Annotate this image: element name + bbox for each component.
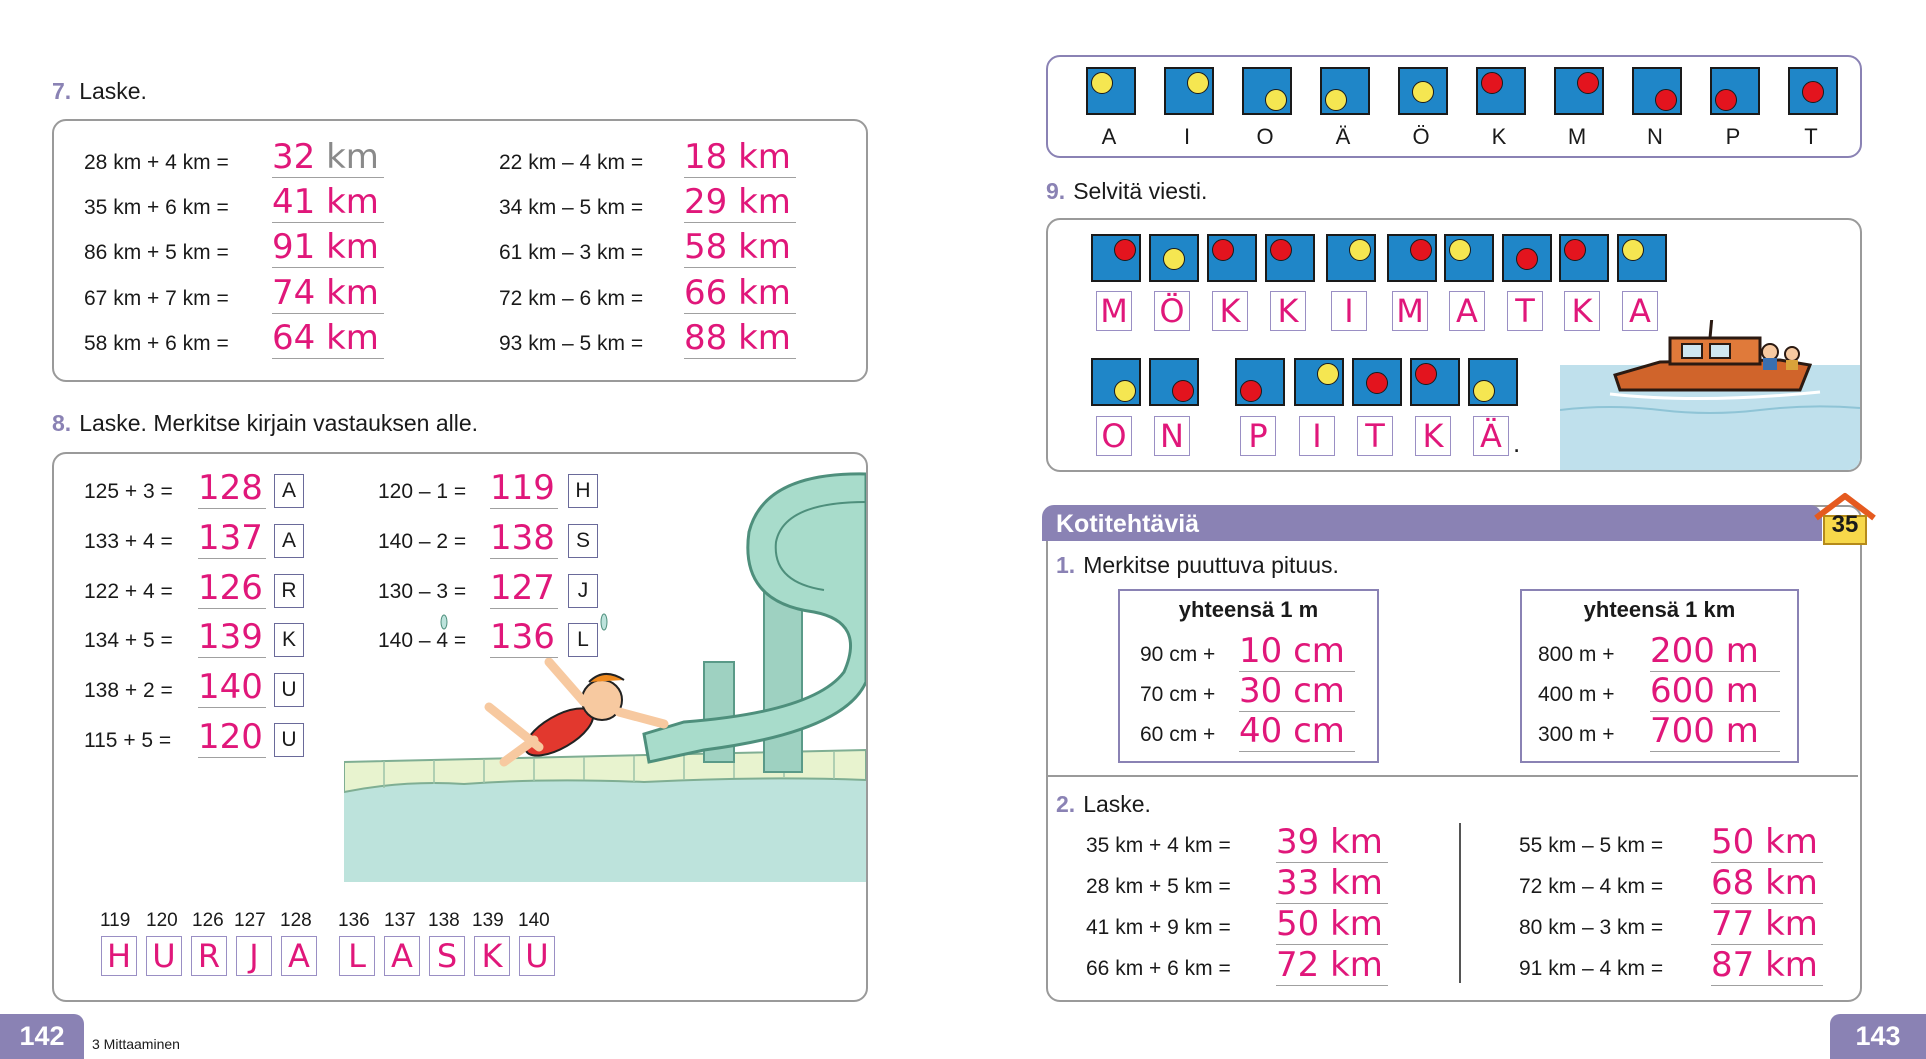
hw-ex2-row-l3: 66 km + 6 km = <box>1086 957 1231 980</box>
key-num: 128 <box>280 910 312 931</box>
ex7-ans-r1[interactable]: 29 km <box>684 182 796 223</box>
kilometer-row: 800 m + <box>1538 643 1615 666</box>
key-num: 136 <box>338 910 370 931</box>
ex8-ans-r3[interactable]: 136 <box>490 617 558 658</box>
hw-ex1-number: 1. <box>1056 552 1076 578</box>
red-dot <box>1655 89 1677 111</box>
hw-ex2-row-r3: 91 km – 4 km = <box>1519 957 1664 980</box>
msg-letter-box[interactable]: P <box>1240 416 1276 456</box>
ex7-ans-r2[interactable]: 58 km <box>684 227 796 268</box>
ex8-title <box>52 410 478 437</box>
yellow-dot <box>1091 72 1113 94</box>
ex7-row-l2: 86 km + 5 km = <box>84 241 229 264</box>
ex7-ans-r0[interactable]: 18 km <box>684 137 796 178</box>
hw-ex1-text: Merkitse puuttuva pituus. <box>1083 552 1339 578</box>
msg-cell <box>1091 234 1141 282</box>
ex8-text: Laske. Merkitse kirjain vastauksen alle. <box>79 410 479 436</box>
meter-ans[interactable]: 40 cm <box>1239 711 1355 752</box>
code-letter: O <box>1256 124 1274 149</box>
key-num: 138 <box>428 910 460 931</box>
msg-letter-box[interactable]: M <box>1392 291 1428 331</box>
msg-cell <box>1502 234 1552 282</box>
ex8-letter-l0: A <box>274 474 304 508</box>
msg-cell <box>1149 234 1199 282</box>
hw-ex2-ans-r1[interactable]: 68 km <box>1711 863 1823 904</box>
ex9-text: Selvitä viesti. <box>1073 178 1208 204</box>
msg-cell <box>1410 358 1460 406</box>
ex7-ans-r3[interactable]: 66 km <box>684 273 796 314</box>
meter-row: 70 cm + <box>1140 683 1216 706</box>
ex8-row-l2: 122 + 4 = <box>84 580 173 603</box>
kilometer-ans[interactable]: 200 m <box>1650 631 1780 672</box>
key-num: 126 <box>192 910 224 931</box>
ex8-letter-r2: J <box>568 574 598 608</box>
msg-cell <box>1326 234 1376 282</box>
kilometer-box-heading: yhteensä 1 km <box>1583 597 1736 622</box>
key-letter-box[interactable]: A <box>281 936 317 976</box>
hw-ex2-row-r2: 80 km – 3 km = <box>1519 916 1664 939</box>
hw-ex2-number: 2. <box>1056 791 1076 817</box>
ex8-letter-l1: A <box>274 524 304 558</box>
key-num: 139 <box>472 910 504 931</box>
hw-ex2-ans-r0[interactable]: 50 km <box>1711 822 1823 863</box>
msg-letter-box[interactable]: K <box>1415 416 1451 456</box>
hw-ex2-title <box>1056 791 1151 818</box>
red-dot <box>1481 72 1503 94</box>
hw-ex2-row-l0: 35 km + 4 km = <box>1086 834 1231 857</box>
ex9-title <box>1046 178 1207 205</box>
kilometer-row: 400 m + <box>1538 683 1615 706</box>
red-dot <box>1715 89 1737 111</box>
hw-ex2-row-l2: 41 km + 9 km = <box>1086 916 1231 939</box>
ex7-ans-r4[interactable]: 88 km <box>684 318 796 359</box>
msg-letter-box[interactable]: O <box>1096 416 1132 456</box>
meter-box-heading: yhteensä 1 m <box>1178 597 1319 622</box>
msg-letter-box[interactable]: N <box>1154 416 1190 456</box>
ex8-letter-r3: L <box>568 623 598 657</box>
key-letter-box[interactable]: A <box>384 936 420 976</box>
kilometer-ans[interactable]: 700 m <box>1650 711 1780 752</box>
ex8-ans-l3[interactable]: 139 <box>198 617 266 658</box>
yellow-dot <box>1187 72 1209 94</box>
msg-cell <box>1468 358 1518 406</box>
key-letter-box[interactable]: J <box>236 936 272 976</box>
ex7-row-r2: 61 km – 3 km = <box>499 241 644 264</box>
ex8-ans-l1[interactable]: 137 <box>198 518 266 559</box>
yellow-dot <box>1412 81 1434 103</box>
kilometer-ans[interactable]: 600 m <box>1650 671 1780 712</box>
homework-title: Kotitehtäviä <box>1056 510 1200 538</box>
key-num: 127 <box>234 910 266 931</box>
ex7-ans-l1[interactable]: 41 km <box>272 182 384 223</box>
ex8-row-r2: 130 – 3 = <box>378 580 467 603</box>
meter-box <box>1118 589 1379 763</box>
homework-divider <box>1046 775 1858 777</box>
ex8-letter-l2: R <box>274 574 304 608</box>
page-number-right: 143 <box>1830 1014 1926 1059</box>
msg-cell <box>1149 358 1199 406</box>
ex7-row-r0: 22 km – 4 km = <box>499 151 644 174</box>
code-letter: I <box>1183 124 1191 149</box>
ex7-ans-l0[interactable]: 32 km <box>272 137 384 178</box>
code-letter: T <box>1804 124 1818 149</box>
ex8-ans-r1[interactable]: 138 <box>490 518 558 559</box>
red-dot <box>1577 72 1599 94</box>
girl-figure <box>489 662 664 765</box>
code-letter: Ö <box>1412 124 1430 149</box>
hw-ex2-ans-l2[interactable]: 50 km <box>1276 904 1388 945</box>
ex8-ans-l5[interactable]: 120 <box>198 717 266 758</box>
msg-letter-box[interactable]: T <box>1357 416 1393 456</box>
msg-letter-box[interactable]: A <box>1622 291 1658 331</box>
code-letter: A <box>1101 124 1117 149</box>
ex7-row-l4: 58 km + 6 km = <box>84 332 229 355</box>
ex7-number: 7. <box>52 78 72 104</box>
ex8-box <box>52 452 868 1002</box>
ex8-letter-l4: U <box>274 673 304 707</box>
hw-ex2-ans-l1[interactable]: 33 km <box>1276 863 1388 904</box>
red-dot <box>1802 81 1824 103</box>
ex8-row-l0: 125 + 3 = <box>84 480 173 503</box>
ex8-letter-l3: K <box>274 623 304 657</box>
ex8-letter-r1: S <box>568 524 598 558</box>
homework-badge: 35 <box>1831 511 1859 538</box>
chapter-label: 3 Mittaaminen <box>92 1036 180 1052</box>
code-cell-p <box>1710 67 1760 115</box>
key-num: 137 <box>384 910 416 931</box>
key-letter-box[interactable]: R <box>191 936 227 976</box>
code-letter: P <box>1725 124 1741 149</box>
ex8-ans-l0[interactable]: 128 <box>198 468 266 509</box>
ex8-letter-l5: U <box>274 723 304 757</box>
ex7-title <box>52 78 147 105</box>
ex7-ans-l4[interactable]: 64 km <box>272 318 384 359</box>
boat-illustration <box>1560 320 1860 470</box>
code-letter: Ä <box>1335 124 1351 149</box>
kilometer-row: 300 m + <box>1538 723 1615 746</box>
yellow-dot <box>1325 89 1347 111</box>
ex8-row-l4: 138 + 2 = <box>84 679 173 702</box>
key-num: 119 <box>100 910 131 931</box>
ex8-ans-l2[interactable]: 126 <box>198 568 266 609</box>
ex8-row-r3: 140 – 4 = <box>378 629 467 652</box>
msg-cell <box>1559 234 1609 282</box>
ex9-number: 9. <box>1046 178 1066 204</box>
yellow-dot <box>1265 89 1287 111</box>
ex8-ans-r2[interactable]: 127 <box>490 568 558 609</box>
msg-letter-box[interactable]: I <box>1331 291 1367 331</box>
msg-period: . <box>1513 428 1521 458</box>
code-cell-oe <box>1398 67 1448 115</box>
ex7-row-l0: 28 km + 4 km = <box>84 151 229 174</box>
msg-cell <box>1091 358 1141 406</box>
meter-ans[interactable]: 30 cm <box>1239 671 1355 712</box>
hw-ex2-ans-r2[interactable]: 77 km <box>1711 904 1823 945</box>
hw-ex2-ans-r3[interactable]: 87 km <box>1711 945 1823 986</box>
msg-cell <box>1444 234 1494 282</box>
code-cell-m <box>1554 67 1604 115</box>
msg-letter-box[interactable]: T <box>1507 291 1543 331</box>
ex7-row-l1: 35 km + 6 km = <box>84 196 229 219</box>
ex7-row-r4: 93 km – 5 km = <box>499 332 644 355</box>
ex8-ans-r0[interactable]: 119 <box>490 468 558 509</box>
code-letter: K <box>1491 124 1507 149</box>
meter-ans[interactable]: 10 cm <box>1239 631 1355 672</box>
hw-ex2-ans-l0[interactable]: 39 km <box>1276 822 1388 863</box>
code-cell-i <box>1164 67 1214 115</box>
key-letter-box[interactable]: S <box>429 936 465 976</box>
hw-ex2-column-divider <box>1459 823 1461 983</box>
homework-header <box>1042 505 1822 541</box>
key-letter-box[interactable]: L <box>339 936 375 976</box>
meter-row: 60 cm + <box>1140 723 1216 746</box>
hw-ex2-row-r0: 55 km – 5 km = <box>1519 834 1664 857</box>
msg-letter-box[interactable]: K <box>1270 291 1306 331</box>
key-letter-box[interactable]: H <box>101 936 137 976</box>
kilometer-box <box>1520 589 1799 763</box>
hw-ex2-row-r1: 72 km – 4 km = <box>1519 875 1664 898</box>
msg-letter-box[interactable]: M <box>1096 291 1132 331</box>
msg-letter-box[interactable]: A <box>1449 291 1485 331</box>
ex9-box <box>1046 218 1862 472</box>
msg-cell <box>1235 358 1285 406</box>
ex8-row-l5: 115 + 5 = <box>84 729 172 752</box>
msg-cell <box>1352 358 1402 406</box>
key-letter-box[interactable]: U <box>519 936 555 976</box>
msg-cell <box>1294 358 1344 406</box>
key-num: 140 <box>518 910 550 931</box>
ex7-ans-l3[interactable]: 74 km <box>272 273 384 314</box>
msg-cell <box>1387 234 1437 282</box>
ex8-row-l1: 133 + 4 = <box>84 530 173 553</box>
msg-cell <box>1617 234 1667 282</box>
ex7-row-r3: 72 km – 6 km = <box>499 287 644 310</box>
code-cell-t <box>1788 67 1838 115</box>
msg-cell <box>1265 234 1315 282</box>
hw-ex2-ans-l3[interactable]: 72 km <box>1276 945 1388 986</box>
ex8-row-l3: 134 + 5 = <box>84 629 173 652</box>
code-key-box <box>1046 55 1862 158</box>
slide-pool-illustration <box>344 462 866 882</box>
msg-letter-box[interactable]: Ä <box>1473 416 1509 456</box>
key-num: 120 <box>146 910 178 931</box>
msg-cell <box>1207 234 1257 282</box>
key-letter-box[interactable]: K <box>474 936 510 976</box>
code-cell-n <box>1632 67 1682 115</box>
code-cell-k <box>1476 67 1526 115</box>
ex7-row-r1: 34 km – 5 km = <box>499 196 644 219</box>
ex8-ans-l4[interactable]: 140 <box>198 667 266 708</box>
msg-letter-box[interactable]: Ö <box>1154 291 1190 331</box>
ex7-ans-l2[interactable]: 91 km <box>272 227 384 268</box>
key-letter-box[interactable]: U <box>146 936 182 976</box>
hw-ex2-row-l1: 28 km + 5 km = <box>1086 875 1231 898</box>
meter-row: 90 cm + <box>1140 643 1216 666</box>
hw-ex2-text: Laske. <box>1083 791 1151 817</box>
ex7-box <box>52 119 868 382</box>
code-letter: N <box>1647 124 1663 149</box>
code-cell-a <box>1086 67 1136 115</box>
ex8-letter-r0: H <box>568 474 598 508</box>
page-number-left: 142 <box>0 1014 84 1059</box>
ex8-number: 8. <box>52 410 72 436</box>
ex8-row-r0: 120 – 1 = <box>378 480 467 503</box>
code-letter: M <box>1567 124 1587 149</box>
msg-letter-box[interactable]: K <box>1564 291 1600 331</box>
code-cell-ae <box>1320 67 1370 115</box>
ex7-text: Laske. <box>79 78 147 104</box>
msg-letter-box[interactable]: K <box>1212 291 1248 331</box>
hw-ex1-title <box>1056 552 1339 579</box>
msg-letter-box[interactable]: I <box>1299 416 1335 456</box>
ex7-row-l3: 67 km + 7 km = <box>84 287 229 310</box>
code-cell-o <box>1242 67 1292 115</box>
ex8-row-r1: 140 – 2 = <box>378 530 467 553</box>
